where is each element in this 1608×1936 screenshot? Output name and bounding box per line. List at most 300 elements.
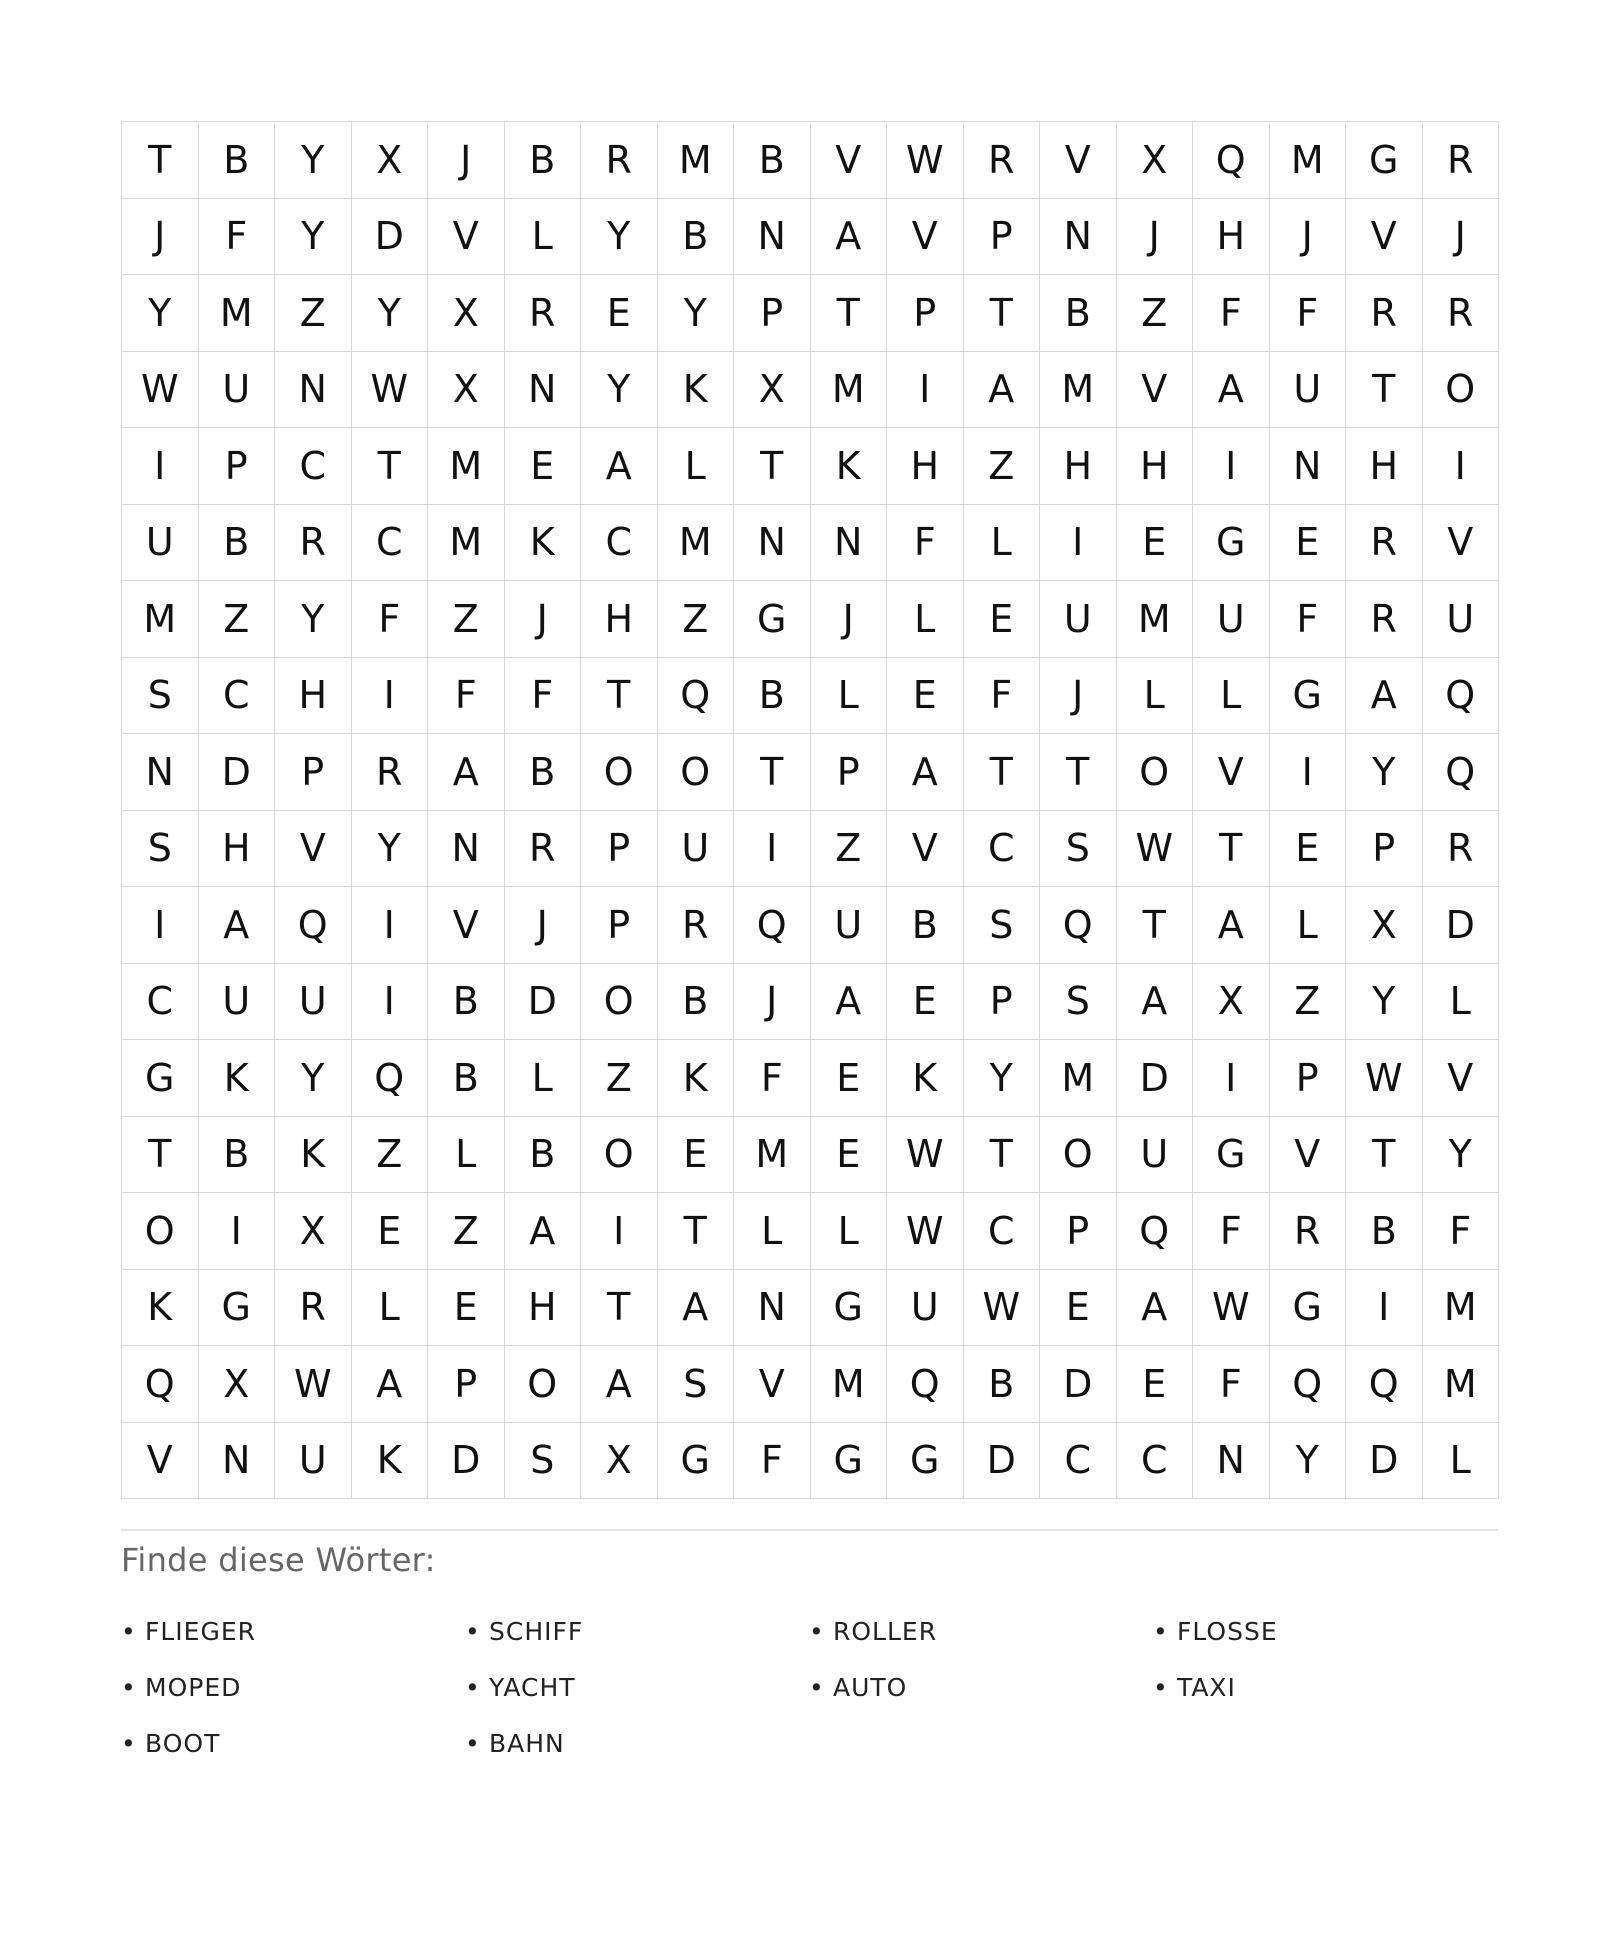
grid-cell[interactable]: L (1193, 658, 1270, 735)
grid-cell[interactable]: I (122, 887, 199, 964)
grid-cell[interactable]: H (581, 581, 658, 658)
grid-cell[interactable]: G (1270, 1270, 1347, 1347)
grid-cell[interactable]: O (581, 1117, 658, 1194)
grid-cell[interactable]: L (964, 505, 1041, 582)
grid-cell[interactable]: T (1193, 811, 1270, 888)
grid-cell[interactable]: B (734, 122, 811, 199)
grid-cell[interactable]: T (658, 1193, 735, 1270)
grid-cell[interactable]: L (1270, 887, 1347, 964)
grid-cell[interactable]: X (1346, 887, 1423, 964)
grid-cell[interactable]: T (1346, 352, 1423, 429)
grid-cell[interactable]: Q (658, 658, 735, 735)
grid-cell[interactable]: E (505, 428, 582, 505)
grid-cell[interactable]: S (505, 1423, 582, 1500)
grid-cell[interactable]: A (1193, 352, 1270, 429)
grid-cell[interactable]: M (658, 505, 735, 582)
grid-cell[interactable]: B (199, 1117, 276, 1194)
grid-cell[interactable]: G (658, 1423, 735, 1500)
grid-cell[interactable]: Y (122, 275, 199, 352)
grid-cell[interactable]: B (887, 887, 964, 964)
grid-cell[interactable]: N (811, 505, 888, 582)
grid-cell[interactable]: Q (1193, 122, 1270, 199)
grid-cell[interactable]: A (1346, 658, 1423, 735)
grid-cell[interactable]: F (199, 199, 276, 276)
grid-cell[interactable]: O (122, 1193, 199, 1270)
grid-cell[interactable]: C (199, 658, 276, 735)
grid-cell[interactable]: A (964, 352, 1041, 429)
grid-cell[interactable]: G (887, 1423, 964, 1500)
grid-cell[interactable]: O (505, 1346, 582, 1423)
grid-cell[interactable]: K (275, 1117, 352, 1194)
grid-cell[interactable]: G (811, 1270, 888, 1347)
grid-cell[interactable]: E (1270, 505, 1347, 582)
grid-cell[interactable]: L (811, 1193, 888, 1270)
grid-cell[interactable]: E (811, 1040, 888, 1117)
grid-cell[interactable]: D (428, 1423, 505, 1500)
grid-cell[interactable]: F (1193, 1346, 1270, 1423)
grid-cell[interactable]: U (658, 811, 735, 888)
grid-cell[interactable]: L (887, 581, 964, 658)
grid-cell[interactable]: R (964, 122, 1041, 199)
grid-cell[interactable]: O (1040, 1117, 1117, 1194)
grid-cell[interactable]: L (428, 1117, 505, 1194)
grid-cell[interactable]: N (428, 811, 505, 888)
grid-cell[interactable]: J (1040, 658, 1117, 735)
grid-cell[interactable]: V (887, 811, 964, 888)
grid-cell[interactable]: K (658, 352, 735, 429)
grid-cell[interactable]: U (1040, 581, 1117, 658)
grid-cell[interactable]: T (122, 122, 199, 199)
grid-cell[interactable]: K (352, 1423, 429, 1500)
grid-cell[interactable]: Q (352, 1040, 429, 1117)
grid-cell[interactable]: N (122, 734, 199, 811)
grid-cell[interactable]: I (352, 887, 429, 964)
grid-cell[interactable]: M (122, 581, 199, 658)
grid-cell[interactable]: I (887, 352, 964, 429)
grid-cell[interactable]: I (581, 1193, 658, 1270)
grid-cell[interactable]: L (352, 1270, 429, 1347)
grid-cell[interactable]: Q (734, 887, 811, 964)
grid-cell[interactable]: A (199, 887, 276, 964)
grid-cell[interactable]: R (1423, 122, 1500, 199)
grid-cell[interactable]: V (734, 1346, 811, 1423)
grid-cell[interactable]: B (505, 1117, 582, 1194)
grid-cell[interactable]: G (1346, 122, 1423, 199)
grid-cell[interactable]: P (581, 811, 658, 888)
grid-cell[interactable]: Q (275, 887, 352, 964)
grid-cell[interactable]: Y (581, 199, 658, 276)
grid-cell[interactable]: W (1346, 1040, 1423, 1117)
grid-cell[interactable]: H (1040, 428, 1117, 505)
grid-cell[interactable]: V (1193, 734, 1270, 811)
grid-cell[interactable]: F (1193, 275, 1270, 352)
grid-cell[interactable]: D (964, 1423, 1041, 1500)
grid-cell[interactable]: G (1193, 1117, 1270, 1194)
grid-cell[interactable]: Y (275, 122, 352, 199)
grid-cell[interactable]: T (1040, 734, 1117, 811)
grid-cell[interactable]: A (887, 734, 964, 811)
grid-cell[interactable]: R (1346, 275, 1423, 352)
grid-cell[interactable]: K (658, 1040, 735, 1117)
grid-cell[interactable]: P (1346, 811, 1423, 888)
grid-cell[interactable]: Y (1270, 1423, 1347, 1500)
grid-cell[interactable]: E (428, 1270, 505, 1347)
grid-cell[interactable]: N (734, 505, 811, 582)
grid-cell[interactable]: Q (1040, 887, 1117, 964)
grid-cell[interactable]: P (428, 1346, 505, 1423)
grid-cell[interactable]: G (122, 1040, 199, 1117)
grid-cell[interactable]: L (1423, 1423, 1500, 1500)
grid-cell[interactable]: Y (275, 1040, 352, 1117)
grid-cell[interactable]: A (1117, 964, 1194, 1041)
grid-cell[interactable]: Z (199, 581, 276, 658)
grid-cell[interactable]: E (1040, 1270, 1117, 1347)
grid-cell[interactable]: R (352, 734, 429, 811)
grid-cell[interactable]: T (122, 1117, 199, 1194)
grid-cell[interactable]: P (1270, 1040, 1347, 1117)
grid-cell[interactable]: S (122, 811, 199, 888)
grid-cell[interactable]: W (1193, 1270, 1270, 1347)
grid-cell[interactable]: S (122, 658, 199, 735)
grid-cell[interactable]: C (581, 505, 658, 582)
grid-cell[interactable]: J (122, 199, 199, 276)
grid-cell[interactable]: J (1423, 199, 1500, 276)
grid-cell[interactable]: X (352, 122, 429, 199)
grid-cell[interactable]: S (1040, 811, 1117, 888)
grid-cell[interactable]: A (352, 1346, 429, 1423)
grid-cell[interactable]: X (199, 1346, 276, 1423)
grid-cell[interactable]: E (658, 1117, 735, 1194)
grid-cell[interactable]: R (275, 505, 352, 582)
grid-cell[interactable]: J (1117, 199, 1194, 276)
grid-cell[interactable]: T (734, 428, 811, 505)
grid-cell[interactable]: J (1270, 199, 1347, 276)
grid-cell[interactable]: W (887, 122, 964, 199)
grid-cell[interactable]: Q (887, 1346, 964, 1423)
grid-cell[interactable]: A (658, 1270, 735, 1347)
grid-cell[interactable]: Y (658, 275, 735, 352)
grid-cell[interactable]: R (1346, 581, 1423, 658)
grid-cell[interactable]: C (122, 964, 199, 1041)
grid-cell[interactable]: R (1270, 1193, 1347, 1270)
grid-cell[interactable]: I (734, 811, 811, 888)
grid-cell[interactable]: J (734, 964, 811, 1041)
grid-cell[interactable]: T (964, 734, 1041, 811)
grid-cell[interactable]: V (811, 122, 888, 199)
grid-cell[interactable]: P (734, 275, 811, 352)
grid-cell[interactable]: L (1423, 964, 1500, 1041)
grid-cell[interactable]: H (1346, 428, 1423, 505)
grid-cell[interactable]: Z (811, 811, 888, 888)
grid-cell[interactable]: M (428, 428, 505, 505)
grid-cell[interactable]: G (1270, 658, 1347, 735)
grid-cell[interactable]: Y (275, 199, 352, 276)
grid-cell[interactable]: F (1423, 1193, 1500, 1270)
grid-cell[interactable]: Y (1346, 964, 1423, 1041)
grid-cell[interactable]: N (1040, 199, 1117, 276)
grid-cell[interactable]: M (199, 275, 276, 352)
grid-cell[interactable]: J (428, 122, 505, 199)
grid-cell[interactable]: U (122, 505, 199, 582)
grid-cell[interactable]: F (352, 581, 429, 658)
grid-cell[interactable]: L (811, 658, 888, 735)
grid-cell[interactable]: W (887, 1193, 964, 1270)
grid-cell[interactable]: Z (658, 581, 735, 658)
grid-cell[interactable]: C (1040, 1423, 1117, 1500)
grid-cell[interactable]: I (352, 964, 429, 1041)
grid-cell[interactable]: N (505, 352, 582, 429)
grid-cell[interactable]: C (964, 811, 1041, 888)
grid-cell[interactable]: Y (581, 352, 658, 429)
grid-cell[interactable]: F (428, 658, 505, 735)
grid-cell[interactable]: Q (1117, 1193, 1194, 1270)
grid-cell[interactable]: L (505, 199, 582, 276)
grid-cell[interactable]: V (1423, 1040, 1500, 1117)
grid-cell[interactable]: Z (1270, 964, 1347, 1041)
grid-cell[interactable]: F (1270, 275, 1347, 352)
grid-cell[interactable]: N (1270, 428, 1347, 505)
grid-cell[interactable]: V (122, 1423, 199, 1500)
grid-cell[interactable]: U (199, 964, 276, 1041)
grid-cell[interactable]: O (1423, 352, 1500, 429)
grid-cell[interactable]: E (352, 1193, 429, 1270)
grid-cell[interactable]: V (275, 811, 352, 888)
grid-cell[interactable]: K (122, 1270, 199, 1347)
grid-cell[interactable]: B (428, 964, 505, 1041)
grid-cell[interactable]: U (275, 1423, 352, 1500)
grid-cell[interactable]: A (1193, 887, 1270, 964)
grid-cell[interactable]: Z (428, 1193, 505, 1270)
grid-cell[interactable]: M (734, 1117, 811, 1194)
grid-cell[interactable]: H (275, 658, 352, 735)
grid-cell[interactable]: N (1193, 1423, 1270, 1500)
grid-cell[interactable]: X (734, 352, 811, 429)
grid-cell[interactable]: L (658, 428, 735, 505)
grid-cell[interactable]: U (811, 887, 888, 964)
grid-cell[interactable]: R (505, 275, 582, 352)
grid-cell[interactable]: B (199, 122, 276, 199)
grid-cell[interactable]: T (964, 1117, 1041, 1194)
grid-cell[interactable]: V (887, 199, 964, 276)
grid-cell[interactable]: D (505, 964, 582, 1041)
grid-cell[interactable]: A (581, 428, 658, 505)
grid-cell[interactable]: O (1117, 734, 1194, 811)
grid-cell[interactable]: J (505, 581, 582, 658)
grid-cell[interactable]: A (581, 1346, 658, 1423)
grid-cell[interactable]: I (199, 1193, 276, 1270)
grid-cell[interactable]: G (734, 581, 811, 658)
grid-cell[interactable]: I (1346, 1270, 1423, 1347)
grid-cell[interactable]: M (1270, 122, 1347, 199)
grid-cell[interactable]: P (275, 734, 352, 811)
grid-cell[interactable]: L (1117, 658, 1194, 735)
grid-cell[interactable]: R (1423, 811, 1500, 888)
grid-cell[interactable]: R (1346, 505, 1423, 582)
grid-cell[interactable]: X (428, 352, 505, 429)
grid-cell[interactable]: B (964, 1346, 1041, 1423)
grid-cell[interactable]: C (352, 505, 429, 582)
grid-cell[interactable]: H (199, 811, 276, 888)
grid-cell[interactable]: M (811, 1346, 888, 1423)
grid-cell[interactable]: B (658, 964, 735, 1041)
grid-cell[interactable]: E (887, 658, 964, 735)
grid-cell[interactable]: I (122, 428, 199, 505)
grid-cell[interactable]: A (811, 964, 888, 1041)
grid-cell[interactable]: U (199, 352, 276, 429)
grid-cell[interactable]: E (811, 1117, 888, 1194)
grid-cell[interactable]: N (275, 352, 352, 429)
grid-cell[interactable]: Z (352, 1117, 429, 1194)
grid-cell[interactable]: W (275, 1346, 352, 1423)
grid-cell[interactable]: T (581, 658, 658, 735)
grid-cell[interactable]: T (352, 428, 429, 505)
grid-cell[interactable]: P (964, 964, 1041, 1041)
grid-cell[interactable]: Q (1346, 1346, 1423, 1423)
grid-cell[interactable]: T (734, 734, 811, 811)
grid-cell[interactable]: I (1423, 428, 1500, 505)
grid-cell[interactable]: R (505, 811, 582, 888)
grid-cell[interactable]: B (658, 199, 735, 276)
grid-cell[interactable]: J (811, 581, 888, 658)
grid-cell[interactable]: A (811, 199, 888, 276)
grid-cell[interactable]: J (505, 887, 582, 964)
grid-cell[interactable]: M (811, 352, 888, 429)
grid-cell[interactable]: E (1117, 505, 1194, 582)
grid-cell[interactable]: F (1193, 1193, 1270, 1270)
grid-cell[interactable]: U (275, 964, 352, 1041)
grid-cell[interactable]: B (1040, 275, 1117, 352)
grid-cell[interactable]: W (122, 352, 199, 429)
grid-cell[interactable]: Q (1423, 658, 1500, 735)
grid-cell[interactable]: T (1117, 887, 1194, 964)
grid-cell[interactable]: Z (1117, 275, 1194, 352)
grid-cell[interactable]: D (1346, 1423, 1423, 1500)
grid-cell[interactable]: D (199, 734, 276, 811)
grid-cell[interactable]: E (1117, 1346, 1194, 1423)
grid-cell[interactable]: X (581, 1423, 658, 1500)
grid-cell[interactable]: P (199, 428, 276, 505)
grid-cell[interactable]: D (1117, 1040, 1194, 1117)
grid-cell[interactable]: B (505, 734, 582, 811)
grid-cell[interactable]: K (811, 428, 888, 505)
grid-cell[interactable]: F (505, 658, 582, 735)
grid-cell[interactable]: P (1040, 1193, 1117, 1270)
grid-cell[interactable]: I (1193, 428, 1270, 505)
grid-cell[interactable]: P (581, 887, 658, 964)
grid-cell[interactable]: V (1346, 199, 1423, 276)
grid-cell[interactable]: B (1346, 1193, 1423, 1270)
grid-cell[interactable]: O (658, 734, 735, 811)
grid-cell[interactable]: C (275, 428, 352, 505)
grid-cell[interactable]: T (964, 275, 1041, 352)
grid-cell[interactable]: F (1270, 581, 1347, 658)
grid-cell[interactable]: Q (122, 1346, 199, 1423)
grid-cell[interactable]: H (1117, 428, 1194, 505)
grid-cell[interactable]: I (1270, 734, 1347, 811)
grid-cell[interactable]: X (428, 275, 505, 352)
grid-cell[interactable]: V (428, 199, 505, 276)
grid-cell[interactable]: Y (1346, 734, 1423, 811)
grid-cell[interactable]: E (964, 581, 1041, 658)
grid-cell[interactable]: V (1423, 505, 1500, 582)
grid-cell[interactable]: W (964, 1270, 1041, 1347)
grid-cell[interactable]: Z (275, 275, 352, 352)
grid-cell[interactable]: M (658, 122, 735, 199)
grid-cell[interactable]: M (1423, 1346, 1500, 1423)
grid-cell[interactable]: M (1040, 1040, 1117, 1117)
grid-cell[interactable]: P (964, 199, 1041, 276)
grid-cell[interactable]: Y (352, 811, 429, 888)
grid-cell[interactable]: H (505, 1270, 582, 1347)
grid-cell[interactable]: M (428, 505, 505, 582)
grid-cell[interactable]: E (887, 964, 964, 1041)
grid-cell[interactable]: C (1117, 1423, 1194, 1500)
grid-cell[interactable]: B (734, 658, 811, 735)
grid-cell[interactable]: L (734, 1193, 811, 1270)
grid-cell[interactable]: M (1117, 581, 1194, 658)
grid-cell[interactable]: I (1040, 505, 1117, 582)
grid-cell[interactable]: R (275, 1270, 352, 1347)
grid-cell[interactable]: Z (428, 581, 505, 658)
grid-cell[interactable]: S (658, 1346, 735, 1423)
grid-cell[interactable]: B (505, 122, 582, 199)
grid-cell[interactable]: H (1193, 199, 1270, 276)
grid-cell[interactable]: V (428, 887, 505, 964)
grid-cell[interactable]: X (1117, 122, 1194, 199)
grid-cell[interactable]: F (887, 505, 964, 582)
grid-cell[interactable]: V (1117, 352, 1194, 429)
grid-cell[interactable]: Z (964, 428, 1041, 505)
grid-cell[interactable]: U (1193, 581, 1270, 658)
grid-cell[interactable]: T (1346, 1117, 1423, 1194)
grid-cell[interactable]: P (811, 734, 888, 811)
grid-cell[interactable]: F (734, 1040, 811, 1117)
grid-cell[interactable]: A (428, 734, 505, 811)
grid-cell[interactable]: N (734, 199, 811, 276)
grid-cell[interactable]: E (1270, 811, 1347, 888)
grid-cell[interactable]: D (352, 199, 429, 276)
grid-cell[interactable]: W (1117, 811, 1194, 888)
grid-cell[interactable]: S (964, 887, 1041, 964)
grid-cell[interactable]: N (734, 1270, 811, 1347)
grid-cell[interactable]: F (734, 1423, 811, 1500)
grid-cell[interactable]: N (199, 1423, 276, 1500)
grid-cell[interactable]: Q (1423, 734, 1500, 811)
grid-cell[interactable]: R (581, 122, 658, 199)
grid-cell[interactable]: F (964, 658, 1041, 735)
grid-cell[interactable]: M (1040, 352, 1117, 429)
grid-cell[interactable]: A (1117, 1270, 1194, 1347)
grid-cell[interactable]: Y (275, 581, 352, 658)
grid-cell[interactable]: K (505, 505, 582, 582)
grid-cell[interactable]: Q (1270, 1346, 1347, 1423)
grid-cell[interactable]: G (1193, 505, 1270, 582)
grid-cell[interactable]: S (1040, 964, 1117, 1041)
grid-cell[interactable]: Y (352, 275, 429, 352)
grid-cell[interactable]: Y (964, 1040, 1041, 1117)
grid-cell[interactable]: E (581, 275, 658, 352)
grid-cell[interactable]: W (887, 1117, 964, 1194)
grid-cell[interactable]: T (581, 1270, 658, 1347)
grid-cell[interactable]: D (1040, 1346, 1117, 1423)
grid-cell[interactable]: L (505, 1040, 582, 1117)
grid-cell[interactable]: G (199, 1270, 276, 1347)
grid-cell[interactable]: R (658, 887, 735, 964)
grid-cell[interactable]: P (887, 275, 964, 352)
grid-cell[interactable]: K (199, 1040, 276, 1117)
grid-cell[interactable]: V (1040, 122, 1117, 199)
grid-cell[interactable]: G (811, 1423, 888, 1500)
